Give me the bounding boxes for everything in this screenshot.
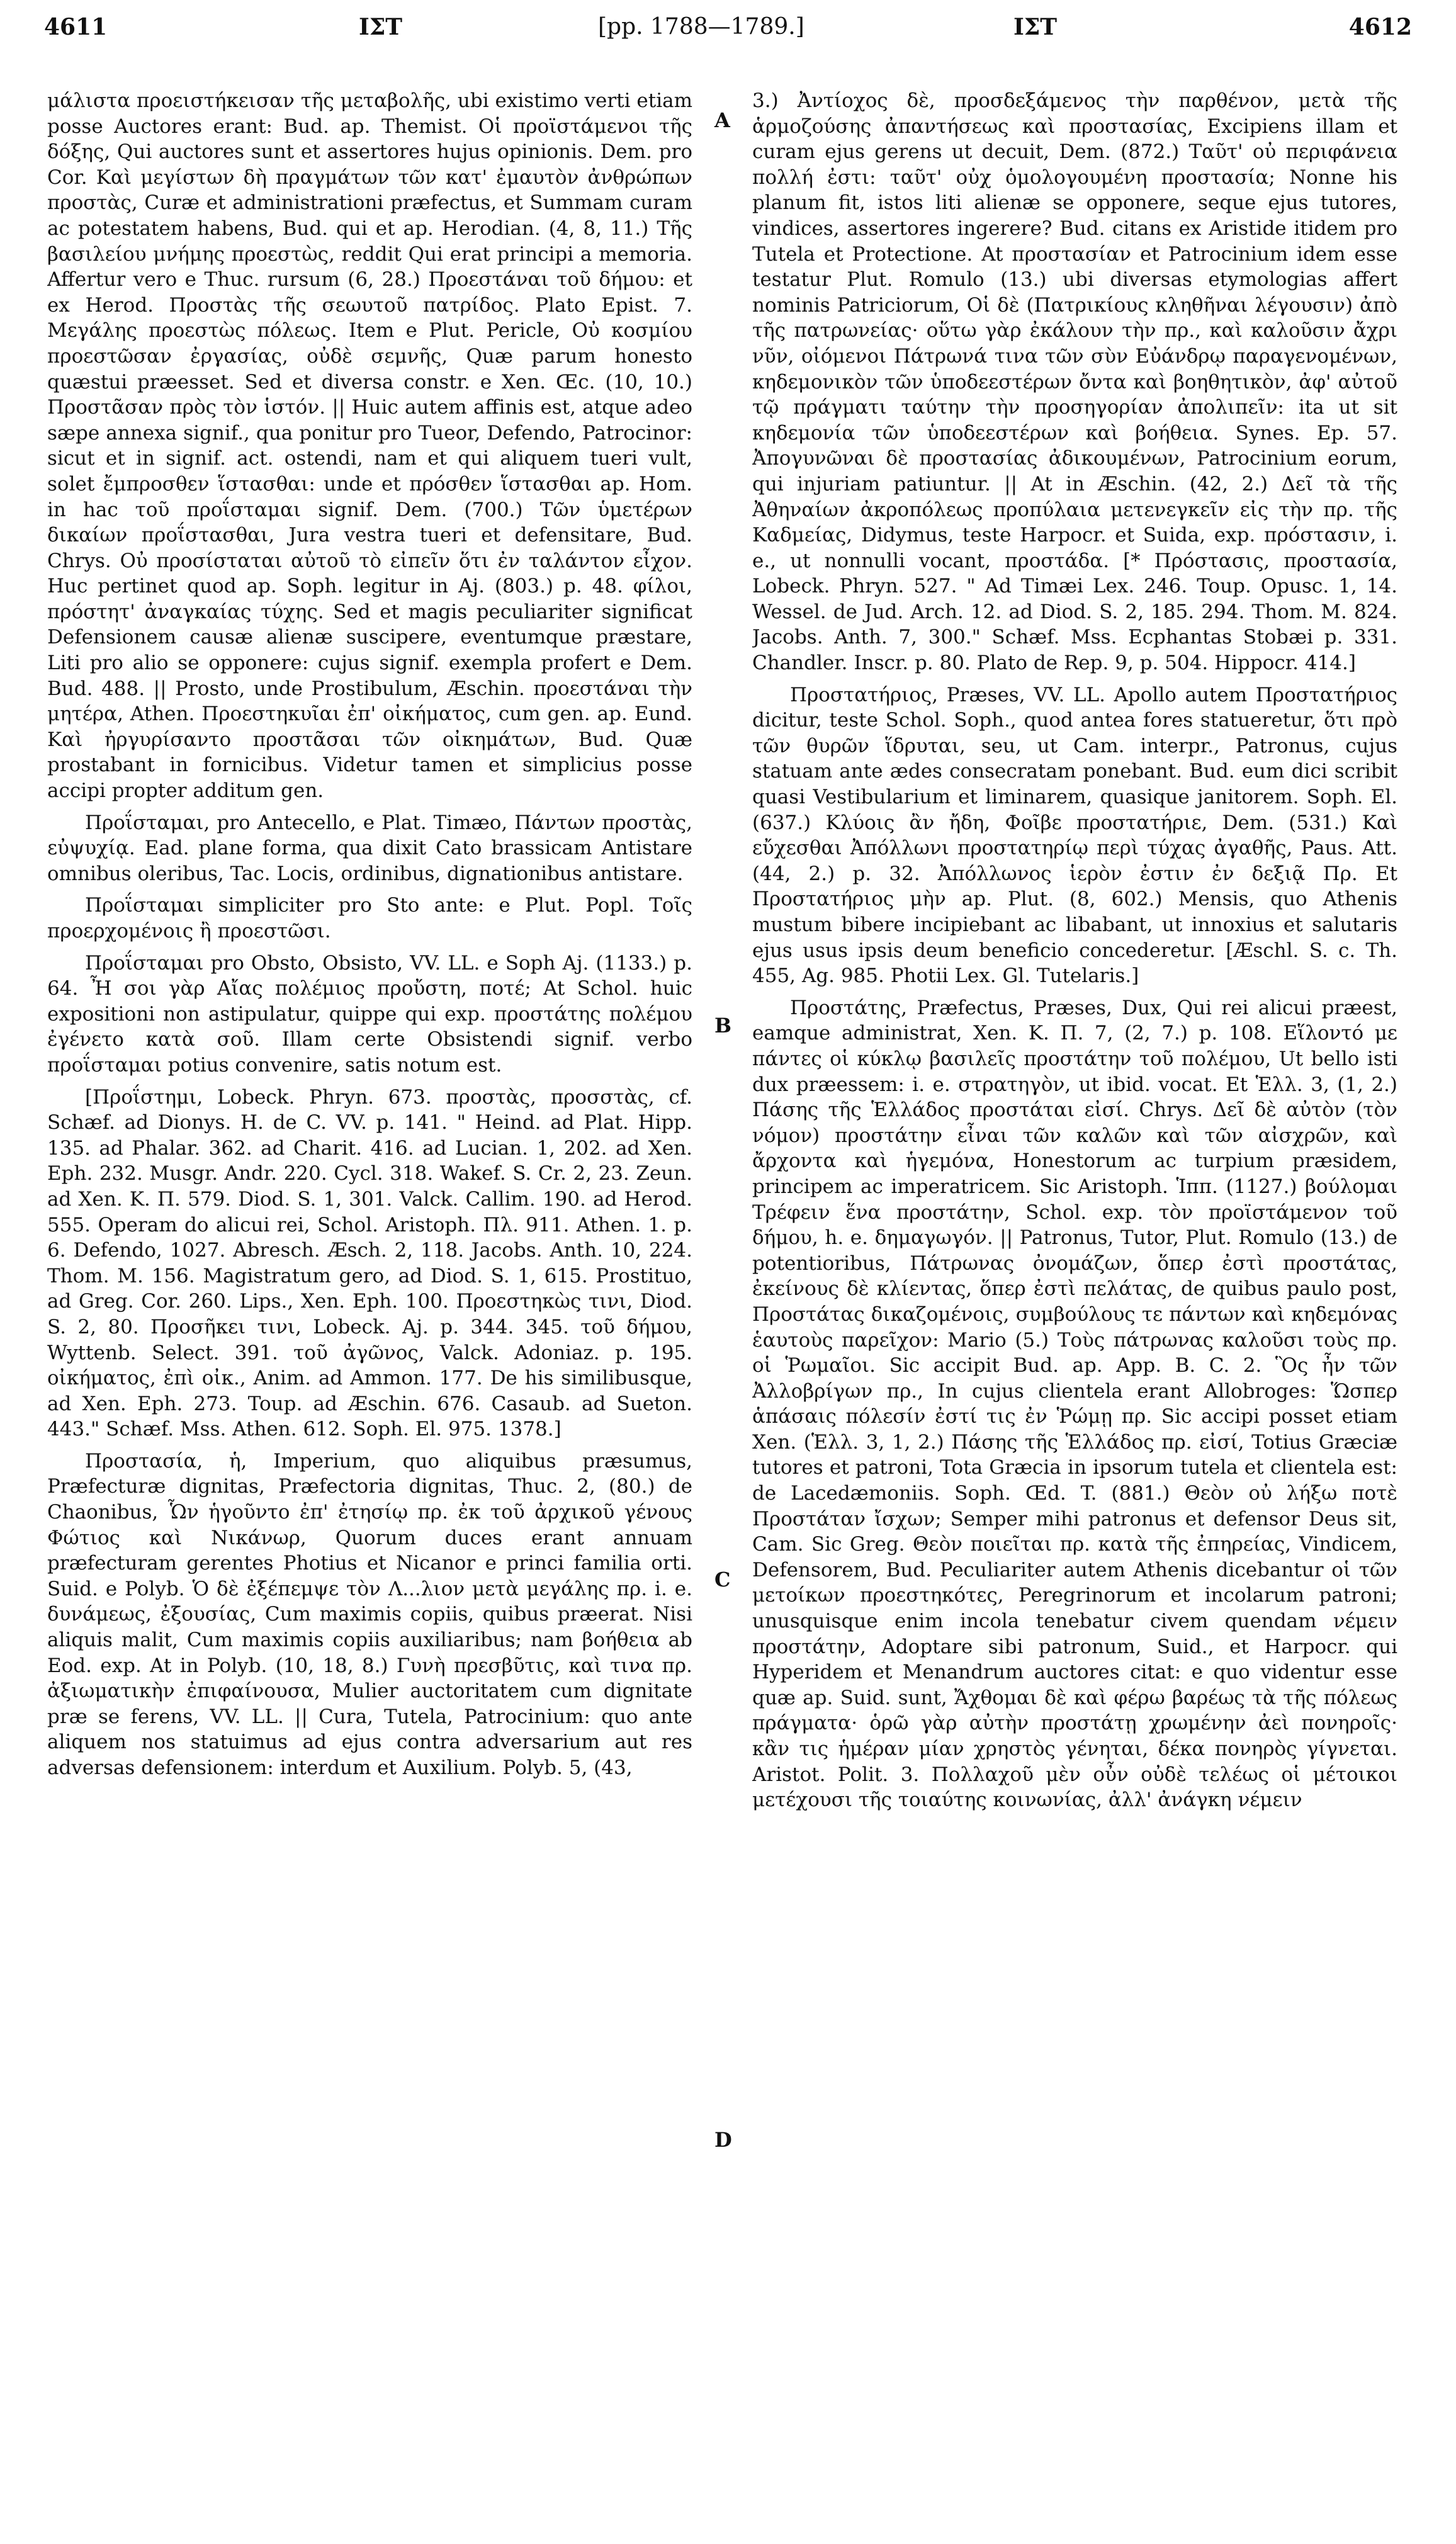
entry-paragraph: [Προΐστημι, Lobeck. Phryn. 673. προστὰς, προσστὰς, cf. Schæf. ad Dionys. H. de C. VV. p. 141. " Heind. ad Plat. Hipp. 135. ad Phalar. 362. ad Charit. 416. ad Lucian. 1, 202. ad Xen. Eph. 232. Musgr. Andr. 220. Cycl. 318. Wakef. S. Cr. 2, 23. Zeun. ad Xen. K. Π. 579. Diod. S. 1, 301. Valck. Callim. 190. ad Herod. 555. Operam do alicui rei, Schol. Aristoph. Πλ. 911. Athen. 1. p. 6. Defendo, 1027. Abresch. Æsch. 2, 118. Jacobs. Anth. 10, 224. Thom. M. 156. Magistratum gero, ad Diod. S. 1, 615. Prostituo, ad Greg. Cor. 260. Lips., Xen. Eph. 100. Προεστηκὼς τινι, Diod. S. 2, 80. Προσῆκει τινι, Lobeck. Aj. p. 344. 345. τοῦ δήμου, Wyttenb. Select. 391. τοῦ ἀγῶνος, Valck. Adoniaz. p. 195. οἰκήματος, ἐπὶ οἰκ., Anim. ad Ammon. 177. De his similibusque, ad Xen. Eph. 273. Toup. ad Æschin. 676. Casaub. ad Sueton. 443." Schæf. Mss. Athen. 612. Soph. El. 975. 1378.] [47, 1085, 692, 1441]
entry-paragraph: Προστασία, ἡ, Imperium, quo aliquibus præsumus, Præfecturæ dignitas, Præfectoria dignitas, Thuc. 2, (80.) de Chaonibus, Ὧν ἡγοῦντο ἐπ' ἐτησίῳ πρ. ἐκ τοῦ ἀρχικοῦ γένους Φώτιος καὶ Νικάνωρ, Quorum duces erant annuam præfecturam gerentes Photius et Nicanor e princi familia orti. Suid. e Polyb. Ὁ δὲ ἐξέπεμψε τὸν Λ...λιον μετὰ μεγάλης πρ. i. e. δυνάμεως, ἐξουσίας, Cum maximis copiis, quibus præerat. Nisi aliquis malit, Cum maximis copiis auxiliaribus; nam βοήθεια ab Eod. exp. At in Polyb. (10, 18, 8.) Γυνὴ πρεσβῦτις, καὶ τινα πρ. ἀξιωματικὴν ἐπιφαίνουσα, Mulier auctoritatem cum dignitate præ se ferens, VV. LL. || Cura, Tutela, Patrocinium: quo ante aliquem nos statuimus ad ejus contra adversarium aut res adversas defensionem: interdum et Auxilium. Polyb. 5, (43, [47, 1449, 692, 1779]
entry-paragraph: Προστατήριος, Præses, VV. LL. Apollo autem Προστατήριος dicitur, teste Schol. Soph., quod antea fores statueretur, ὅτι πρὸ τῶν θυρῶν ἵδρυται, seu, ut Cam. interpr., Patronus, cujus statuam ante ædes consecratam ponebant. Bud. eum dici scribit quasi Vestibularium et liminarem, quasique janitorem. Soph. El. (637.) Κλύοις ἂν ἤδη, Φοῖβε προστατήριε, Dem. (531.) Καὶ εὔχεσθαι Ἀπόλλωνι προστατηρίῳ περὶ τύχας ἀγαθῆς, Paus. Att. (44, 2.) p. 32. Ἀπόλλωνος ἱερὸν ἐστιν ἐν δεξιᾷ Πρ. Et Προστατήριος μὴν ap. Plut. (8, 602.) Mensis, quo Athenis mustum bibere incipiebant ac libabant, ut innoxius et salutaris ejus usus ipsis deum beneficio concederetur. [Æschl. S. c. Th. 455, Ag. 985. Photii Lex. Gl. Tutelaris.] [752, 683, 1397, 988]
entry-paragraph: 3.) Ἀντίοχος δὲ, προσδεξάμενος τὴν παρθένον, μετὰ τῆς ἁρμοζούσης ἀπαντήσεως καὶ προστασίας, Excipiens illam et curam ejus gerens ut decuit, Dem. (872.) Ταῦτ' οὐ περιφάνεια πολλή ἐστι: ταῦτ' οὐχ ὁμολογουμένη προστασία; Nonne his planum fit, istos liti alienæ se opponere, seque ejus tutores, vindices, assertores ingerere? Bud. citans ex Aristide itidem pro Tutela et Protectione. At προστασίαν et Patrocinium idem esse testatur Plut. Romulo (13.) ubi diversas etymologias affert nominis Patriciorum, Οἱ δὲ (Πατρικίους κληθῆναι λέγουσιν) ἀπὸ τῆς πατρωνείας· οὕτω γὰρ ἐκάλουν τὴν πρ., καὶ καλοῦσιν ἄχρι νῦν, οἰόμενοι Πάτρωνά τινα τῶν σὺν Εὐάνδρῳ παραγενομένων, κηδεμονικὸν τῶν ὑποδεεστέρων ὄντα καὶ βοηθητικὸν, ἀφ' αὐτοῦ τῷ πράγματι ταύτην τὴν προσηγορίαν ἀπολιπεῖν: ita ut sit κηδεμονία τῶν ὑποδεεστέρων καὶ βοήθεια. Synes. Ep. 57. Ἀπογυνῶναι δὲ προστασίας ἀδικουμένων, Patrocinium eorum, qui injuriam patiuntur. || At in Æschin. (42, 2.) Δεῖ τὰ τῆς Ἀθηναίων ἀκροπόλεως προπύλαια μετενεγκεῖν εἰς τὴν πρ. τῆς Καδμείας, Didymus, teste Harpocr. et Suida, exp. πρόστασιν, i. e., ut nonnulli vocant, προστάδα. [* Πρόστασις, προστασία, Lobeck. Phryn. 527. " Ad Timæi Lex. 246. Toup. Opusc. 1, 14. Wessel. de Jud. Arch. 12. ad Diod. S. 2, 185. 294. Thom. M. 824. Jacobs. Anth. 7, 300." Schæf. Mss. Ecphantas Stobæi p. 331. Chandler. Inscr. p. 80. Plato de Rep. 9, p. 504. Hippocr. 414.] [752, 89, 1397, 675]
page-number-right: 4612 [1348, 14, 1412, 40]
section-marks-gutter [705, 88, 743, 2519]
entry-paragraph: Προΐσταμαι pro Obsto, Obsisto, VV. LL. e Soph Aj. (1133.) p. 64. Ἦ σοι γὰρ Αἴας πολέμιος προὔστη, ποτέ; At Schol. huic expositioni non astipulatur, quippe qui exp. προστάτης πολέμου ἐγένετο κατὰ σοῦ. Illam certe Obsistendi signif. verbo προΐσταμαι potius convenire, satis notum est. [47, 951, 692, 1077]
section-mark-a: A [714, 108, 730, 132]
entry-paragraph: Προΐσταμαι simpliciter pro Sto ante: e Plut. Popl. Τοῖς προερχομένοις ἢ προεστῶσι. [47, 894, 692, 942]
left-column [47, 88, 692, 2519]
section-mark-d: D [714, 2128, 732, 2152]
header-letters-right: ΙΣΤ [1013, 14, 1058, 40]
page-number-left: 4611 [44, 14, 108, 40]
header-letters-left: ΙΣΤ [359, 14, 403, 40]
header-page-range: [pp. 1788—1789.] [598, 14, 804, 40]
right-column [752, 88, 1397, 2519]
section-mark-b: B [714, 1014, 732, 1037]
entry-paragraph: Προΐσταμαι, pro Antecello, e Plat. Timæo, Πάντων προστὰς, εὐψυχίᾳ. Ead. plane forma, qua dixit Cato brassicam Antistare omnibus oleribus, Tac. Locis, ordinibus, dignationibus antistare. [47, 811, 692, 885]
section-mark-c: C [714, 1568, 731, 1591]
entry-paragraph: Προστάτης, Præfectus, Præses, Dux, Qui rei alicui præest, eamque administrat, Xen. K. Π. 7, (2, 7.) p. 108. Εἵλοντό με πάντες οἱ κύκλῳ βασιλεῖς προστάτην τοῦ πολέμου, Ut bello isti dux præessem: i. e. στρατηγὸν, ut ibid. vocat. Et Ἑλλ. 3, (1, 2.) Πάσης τῆς Ἑλλάδος προστάται εἰσί. Chrys. Δεῖ δὲ αὐτὸν (τὸν νόμον) προστάτην εἶναι τῶν καλῶν καὶ τῶν αἰσχρῶν, καὶ ἄρχοντα καὶ ἡγεμόνα, Honestorum ac turpium præsidem, principem ac imperatricem. Sic Aristoph. Ἱππ. (1127.) βούλομαι Τρέφειν ἕνα προστάτην, Schol. exp. τὸν προϊστάμενον τοῦ δήμου, h. e. δημαγωγόν. || Patronus, Tutor, Plut. Romulo (13.) de potentioribus, Πάτρωνας ὀνομάζων, ὅπερ ἐστὶ προστάτας, ἐκείνους δὲ κλίεντας, ὅπερ ἐστὶ πελάτας, de quibus paulo post, Προστάτας δικαζομένοις, συμβούλους τε πάντων καὶ κηδεμόνας ἑαυτοὺς παρεῖχον: Mario (5.) Τοὺς πάτρωνας καλοῦσι τοὺς πρ. οἱ Ῥωμαῖοι. Sic accipit Bud. ap. App. B. C. 2. Ὃς ἦν τῶν Ἀλλοβρίγων πρ., In cujus clientela erant Allobroges: Ὥσπερ ἁπάσαις πόλεσίν ἐστί τις ἐν Ῥώμῃ πρ. Sic accipi posset etiam Xen. (Ἑλλ. 3, 1, 2.) Πάσης τῆς Ἑλλάδος πρ. εἰσί, Totius Græciæ tutores et patroni, Tota Græcia in ipsorum tutela et clientela est: de Lacedæmoniis. Soph. Œd. T. (881.) Θεὸν οὐ λήξω ποτὲ Προστάταν ἴσχων; Semper mihi patronus et defensor Deus sit, Cam. Sic Greg. Θεὸν ποιεῖται πρ. κατὰ τῆς ἐπηρείας, Vindicem, Defensorem, Bud. Peculiariter autem Athenis dicebantur οἱ τῶν μετοίκων προεστηκότες, Peregrinorum et incolarum patroni; unusquisque enim incola tenebatur civem quendam νέμειν προστάτην, Adoptare sibi patronum, Suid., et Harpocr. qui Hyperidem et Menandrum auctores citat: e quo videntur esse quæ ap. Suid. sunt, Ἄχθομαι δὲ καὶ φέρω βαρέως τὰ τῆς πόλεως πράγματα· ὁρῶ γὰρ αὐτὴν προστάτῃ χρωμένην ἀεὶ πονηροῖς· κἂν τις ἡμέραν μίαν χρηστὸς γένηται, δέκα πονηρὸς γίγνεται. Aristot. Polit. 3. Πολλαχοῦ μὲν οὖν οὐδὲ τελέως οἱ μέτοικοι μετέχουσι τῆς τοιαύτης κοινωνίας, ἀλλ' ἀνάγκη νέμειν [752, 996, 1397, 1812]
entry-paragraph: μάλιστα προειστήκεισαν τῆς μεταβολῆς, ubi existimo verti etiam posse Auctores erant: Bud. ap. Themist. Οἱ προϊστάμενοι τῆς δόξης, Qui auctores sunt et assertores hujus opinionis. Dem. pro Cor. Καὶ μεγίστων δὴ πραγμάτων τῶν κατ' ἐμαυτὸν ἀνθρώπων προστὰς, Curæ et administrationi præfectus, et Summam curam ac potestatem habens, Bud. qui et ap. Herodian. (4, 8, 11.) Τῆς βασιλείου μνήμης προεστὼς, reddit Qui erat principi a memoria. Affertur vero e Thuc. rursum (6, 28.) Προεστάναι τοῦ δήμου: et ex Herod. Προστὰς τῆς σεωυτοῦ πατρίδος. Plato Epist. 7. Μεγάλης προεστὼς πόλεως. Item e Plut. Pericle, Οὐ κοσμίου προεστῶσαν ἐργασίας, οὐδὲ σεμνῆς, Quæ parum honesto quæstui præesset. Sed et diversa constr. e Xen. Œc. (10, 10.) Προστᾶσαν πρὸς τὸν ἱστόν. || Huic autem affinis est, atque adeo sæpe annexa signif., qua ponitur pro Tueor, Defendo, Patrocinor: sicut et in signif. act. ostendi, nam et qui aliquem tueri vult, solet ἔμπροσθεν ἵστασθαι: unde et πρόσθεν ἵστασθαι ap. Hom. in hac τοῦ προΐσταμαι signif. Dem. (700.) Τῶν ὑμετέρων δικαίων προΐστασθαι, Jura vestra tueri et defensitare, Bud. Chrys. Οὐ προσίσταται αὐτοῦ τὸ εἰπεῖν ὅτι ἐν ταλάντον εἶχον. Huc pertinet quod ap. Soph. legitur in Aj. (803.) p. 48. φίλοι, πρόστητ' ἀναγκαίας τύχης. Sed et magis peculiariter significat Defensionem causæ alienæ suscipere, eventumque præstare, Liti pro alio se opponere: cujus signif. exempla profert e Dem. Bud. 488. || Prosto, unde Prostibulum, Æschin. προεστάναι τὴν μητέρα, Athen. Προεστηκυῖαι ἐπ' οἰκήματος, cum gen. ap. Eund. Καὶ ἠργυρίσαντο προστᾶσαι τῶν οἰκημάτων, Bud. Quæ prostabant in fornicibus. Videtur tamen et simplicius posse accipi propter additum gen. [47, 89, 692, 803]
running-header [44, 14, 1412, 58]
